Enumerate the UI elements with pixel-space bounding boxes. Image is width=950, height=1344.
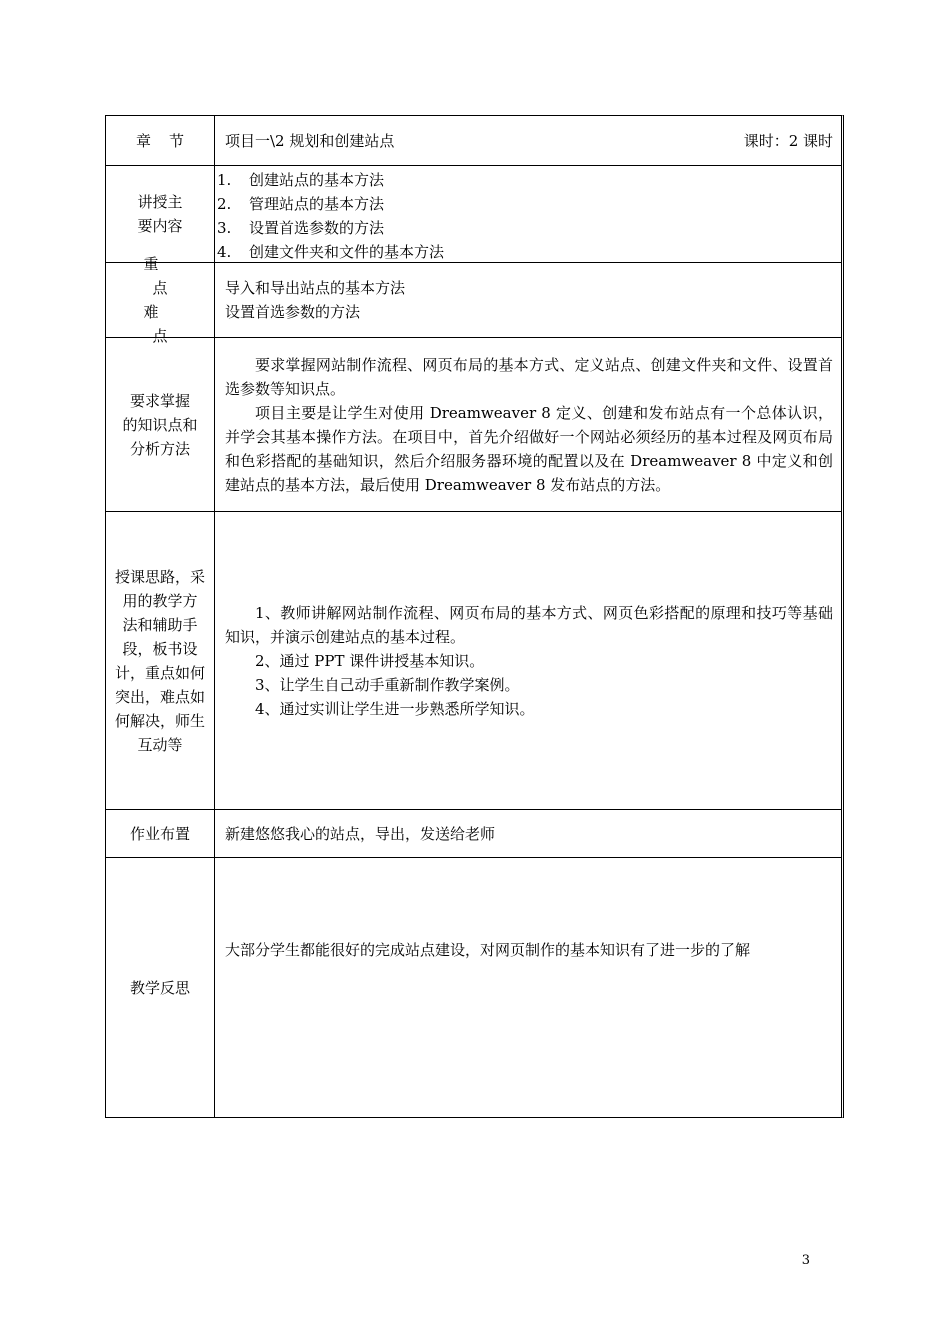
reflection-row [106, 858, 841, 1117]
page-number: 3 [801, 1253, 810, 1268]
knowledge-content [225, 338, 833, 511]
homework-row [106, 810, 841, 858]
main-content-row [106, 166, 841, 263]
knowledge-paragraph: 要求掌握网站制作流程、网页布局的基本方式、定义站点、创建文件夹和文件、设置首选参数等知识点。 [225, 355, 833, 398]
teaching-label-line: 用的教学方 [122, 591, 198, 610]
class-hours: 课时：2 课时 [743, 131, 833, 150]
list-item-number: 1. [217, 171, 232, 189]
chapter-title: 项目一\2 规划和创建站点 [225, 131, 395, 150]
knowledge-label-line3: 分析方法 [129, 439, 190, 458]
list-item [217, 240, 833, 264]
teaching-label-line: 计，重点如何 [114, 663, 205, 682]
main-content-label-line1: 讲授主 [137, 193, 183, 211]
main-content-label [106, 166, 215, 262]
main-content-list [217, 166, 833, 262]
list-item-text: 设置首选参数的方法 [249, 219, 385, 237]
chapter-row [106, 116, 841, 166]
teaching-item: 4、通过实训让学生进一步熟悉所学知识。 [255, 699, 535, 718]
knowledge-label-line2: 的知识点和 [122, 415, 198, 434]
difficulty-text: 设置首选参数的方法 [225, 303, 361, 321]
list-item-text: 创建站点的基本方法 [249, 171, 385, 189]
teaching-label-line: 段，板书设 [122, 639, 198, 658]
homework-label: 作业布置 [106, 810, 215, 857]
key-point-text: 导入和导出站点的基本方法 [225, 279, 406, 297]
chapter-content [225, 116, 833, 165]
reflection-text: 大部分学生都能很好的完成站点建设，对网页制作的基本知识有了进一步的了解 [225, 941, 751, 959]
teaching-method-row [106, 512, 841, 810]
list-item-number: 3. [217, 219, 232, 237]
knowledge-row [106, 338, 841, 512]
homework-text: 新建悠悠我心的站点，导出，发送给老师 [225, 824, 496, 843]
teaching-item: 3、让学生自己动手重新制作教学案例。 [255, 675, 520, 694]
list-item [217, 216, 833, 240]
key-points-row [106, 255, 841, 345]
teaching-label-line: 授课思路，采 [114, 567, 205, 586]
key-point-label: 重点 [143, 255, 186, 297]
chapter-label: 章节 [135, 131, 202, 150]
key-points-label [106, 255, 215, 345]
list-item [217, 192, 833, 216]
lesson-plan-table [105, 115, 844, 1118]
teaching-label-line: 何解决，师生 [114, 711, 205, 730]
reflection-label: 教学反思 [106, 858, 215, 1117]
list-item [217, 168, 833, 192]
list-item-number: 4. [217, 243, 232, 261]
key-points-content [225, 263, 833, 337]
list-item-number: 2. [217, 195, 232, 213]
knowledge-paragraph: 项目主要是让学生对使用 Dreamweaver 8 定义、创建和发布站点有一个总体认识，并学会其基本操作方法。在项目中，首先介绍做好一个网站必须经历的基本过程及网页布局和色彩搭配的基础知识，然后介绍服务器环境的配置以及在 Dreamweaver 8 中定义和创建站点的基本方法，最后使用 Dreamweaver 8 发布站点的方法。 [225, 403, 833, 494]
teaching-label-line: 法和辅助手 [122, 615, 198, 634]
main-content-label-line2: 要内容 [137, 217, 183, 235]
list-item-text: 管理站点的基本方法 [249, 195, 385, 213]
teaching-item: 2、通过 PPT 课件讲授基本知识。 [255, 651, 485, 670]
knowledge-label [106, 338, 215, 511]
teaching-method-content [225, 512, 833, 809]
teaching-label-line: 突出，难点如 [114, 687, 205, 706]
difficulty-label: 难点 [143, 303, 186, 345]
teaching-label-line: 互动等 [137, 735, 183, 754]
list-item-text: 创建文件夹和文件的基本方法 [249, 243, 445, 261]
teaching-item: 1、教师讲解网站制作流程、网页布局的基本方式、网页色彩搭配的原理和技巧等基础知识，并演示创建站点的基本过程。 [225, 603, 833, 646]
teaching-method-label [106, 512, 215, 809]
knowledge-label-line1: 要求掌握 [129, 391, 190, 410]
chapter-label-cell [106, 116, 215, 165]
